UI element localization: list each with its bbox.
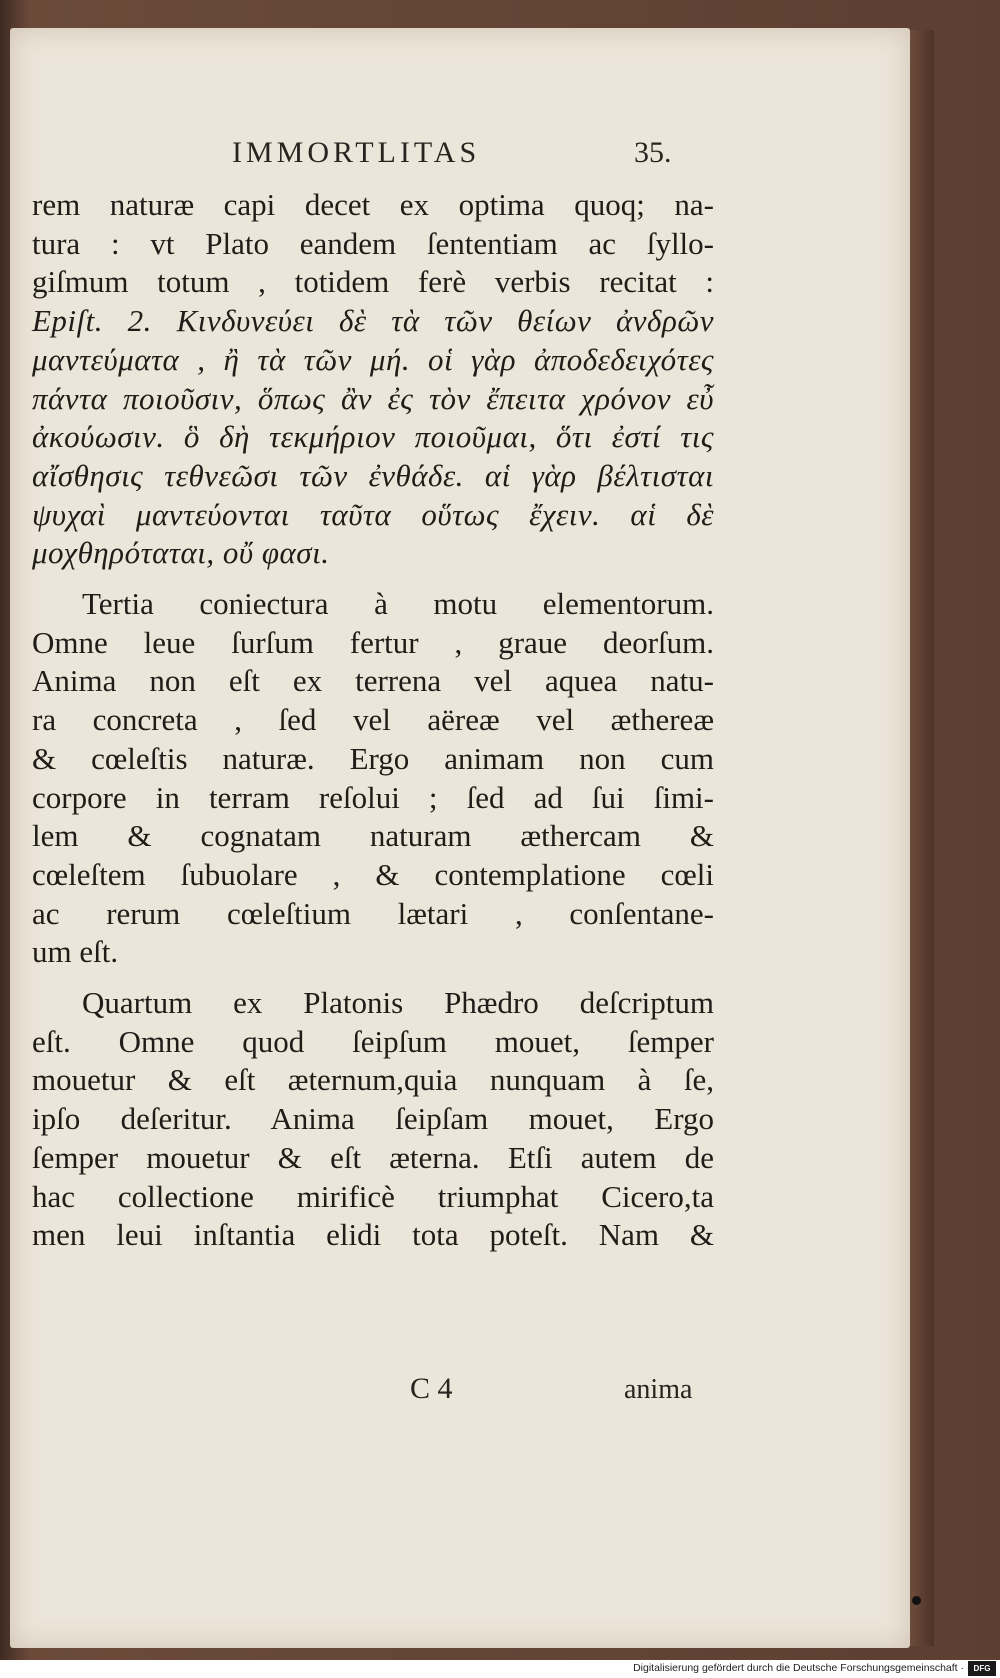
- page-edge: [910, 30, 934, 1646]
- text-line: lem & cognatam naturam æthercam &: [32, 818, 714, 854]
- text-line: μοχθηρόταται, οὔ φασι.: [32, 535, 330, 571]
- running-head: [10, 136, 910, 180]
- running-head-title: IMMORTLITAS: [232, 136, 481, 169]
- catchword: anima: [624, 1374, 693, 1405]
- text-line: giſmum totum , totidem ferè verbis recitat :: [32, 264, 714, 300]
- text-line: um eſt.: [32, 934, 119, 970]
- text-line: ra concreta , ſed vel aëreæ vel æthereæ: [32, 702, 714, 738]
- text-line: μαντεύματα , ἢ τὰ τῶν μή. οἱ γὰρ ἀποδεδειχότες: [32, 341, 714, 377]
- text-line: mouetur & eſt æternum,quia nunquam à ſe,: [32, 1062, 714, 1098]
- text-line: Omne leue ſurſum fertur , graue deorſum.: [32, 624, 714, 660]
- dfg-logo: DFG: [968, 1661, 996, 1676]
- ink-dot: [912, 1596, 921, 1605]
- text-line: eſt. Omne quod ſeipſum mouet, ſemper: [32, 1023, 714, 1059]
- text-line: men leui inſtantia elidi tota poteſt. Nam &: [32, 1217, 714, 1253]
- text-line: hac collectione mirificè triumphat Cicero,ta: [32, 1178, 714, 1214]
- text-line: Epiſt. 2. Κινδυνεύει δὲ τὰ τῶν θείων ἀνδρῶν: [32, 303, 714, 339]
- text-line: αἴσθησις τεθνεῶσι τῶν ἐνθάδε. αἱ γὰρ βέλτισται: [32, 457, 714, 493]
- paragraph-gap: [32, 573, 714, 585]
- text-line: ψυχαὶ μαντεύονται ταῦτα οὕτως ἔχειν. αἱ δὲ: [32, 496, 714, 532]
- text-line: Anima non eſt ex terrena vel aquea natu-: [32, 663, 714, 699]
- text-line: Quartum ex Platonis Phædro deſcriptum: [82, 985, 714, 1021]
- text-line: ſemper mouetur & eſt æterna. Etſi autem de: [32, 1139, 714, 1175]
- text-line: ἀκούωσιν. ὃ δὴ τεκμήριον ποιοῦμαι, ὅτι ἐστί τις: [32, 419, 714, 455]
- page-number: 35.: [634, 136, 672, 169]
- text-line: ipſo deſeritur. Anima ſeipſam mouet, Ergo: [32, 1101, 714, 1137]
- text-line: πάντα ποιοῦσιν, ὅπως ἂν ἐς τὸν ἔπειτα χρόνον εὖ: [32, 380, 714, 416]
- text-line: & cœleſtis naturæ. Ergo animam non cum: [32, 740, 714, 776]
- footer-credit: Digitalisierung gefördert durch die Deutsche Forschungsgemeinschaft ·: [633, 1662, 964, 1674]
- text-block: [32, 186, 714, 1255]
- text-line: ac rerum cœleſtium lætari , conſentane-: [32, 895, 714, 931]
- text-line: rem naturæ capi decet ex optima quoq; na-: [32, 187, 714, 222]
- book-page: [10, 28, 910, 1648]
- text-line: tura : vt Plato eandem ſententiam ac ſyllo-: [32, 225, 714, 261]
- signature-mark: C 4: [410, 1372, 453, 1405]
- text-line: cœleſtem ſubuolare , & contemplatione cœli: [32, 856, 714, 892]
- text-line: Tertia coniectura à motu elementorum.: [82, 586, 714, 622]
- text-line: corpore in terram reſolui ; ſed ad ſui ſimi-: [32, 779, 714, 815]
- paragraph-gap: [32, 972, 714, 984]
